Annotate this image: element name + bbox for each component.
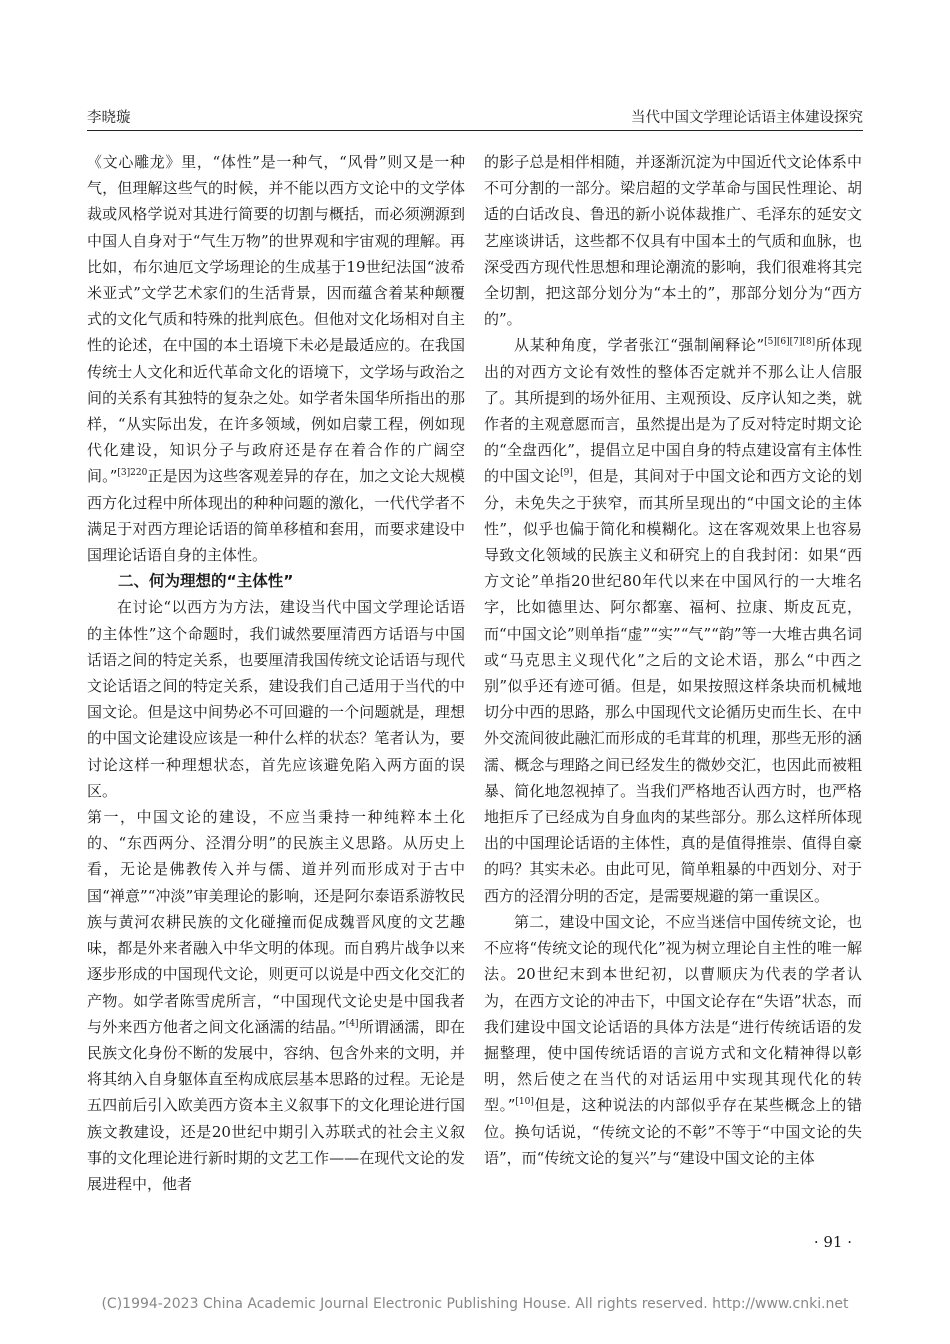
citation-ref: [3]220 <box>117 468 148 479</box>
right-paragraph-1: 的影子总是相伴相随，并逐渐沉淀为中国近代文论体系中不可分割的一部分。梁启超的文学革命与国民性理论、胡适的白话改良、鲁迅的新小说体裁推广、毛泽东的延安文艺座谈讲话，这些都不仅具有中国本土的气质和血脉，也深受西方现代性思想和理论潮流的影响，我们很难将其完全切割，把这部分划分为“本土的”，那部分划分为“西方的”。 <box>484 153 862 329</box>
right-p2-tail: ，但是，其间对于中国文论和西方文论的划分，未免失之于狭窄，而其所呈现出的“中国文论的主体性”，似乎也偏于简化和模糊化。这在客观效果上也容易导致文化领域的民族主义和研究上的自我封闭：如果“西方文论”单指20世纪80年代以来在中国风行的一大堆名字，比如德里达、阿尔都塞、福柯、拉康、斯皮瓦克，而“中国文论”则单指“虚”“实”“气”“韵”等一大堆古典名词或“马克思主义现代化”之后的文论术语，那么“中西之别”似乎还有迹可循。但是，如果按照这样条块而机械地切分中西的思路，那么中国现代文论循历史而生长、在中外交流间彼此融汇而形成的毛茸茸的机理，那些无形的涵濡、概念与理路之间已经发生的微妙交汇，也因此而被粗暴、简化地忽视掉了。当我们严格地否认西方时，也严格地拒斥了已经成为自身血肉的某些部分。那么这样所体现出的中国理论话语的主体性，真的是值得推崇、值得自豪的吗？其实未必。由此可见，简单粗暴的中西划分、对于西方的泾渭分明的否定，是需要规避的第一重误区。 <box>484 467 862 905</box>
right-column <box>484 149 862 1171</box>
citation-ref: [10] <box>515 1097 534 1108</box>
left-column <box>87 149 465 1197</box>
citation-ref: [4] <box>345 1018 359 1029</box>
section-heading: 二、何为理想的“主体性” <box>118 572 294 591</box>
citation-ref: [9] <box>560 468 573 479</box>
left-paragraph-3 <box>87 804 465 1197</box>
citation-ref: [5][6][7][8] <box>764 337 816 348</box>
header-rule <box>87 130 863 131</box>
left-p3-text: 第一，中国文论的建设，不应当秉持一种纯粹本土化的、“东西两分、泾渭分明”的民族主义思路。从历史上看，无论是佛教传入并与儒、道并列而形成对于古中国“禅意”“冲淡”审美理论的影响，还是阿尔泰语系游牧民族与黄河农耕民族的文化碰撞而促成魏晋风度的文艺趣味，都是外来者融入中华文明的体现。而自鸦片战争以来逐步形成的中国现代文论，则更可以说是中西文化交汇的产物。如学者陈雪虎所言，“中国现代文论史是中国我者与外来西方他者之间文化涵濡的结晶。” <box>87 808 465 1036</box>
left-paragraph-1 <box>87 149 465 568</box>
right-p3-head: 第二，建设中国文论，不应当迷信中国传统文论，也不应将“传统文论的现代化”视为树立理论自主性的唯一解法。20世纪末到本世纪初，以曹顺庆为代表的学者认为，在西方文论的冲击下，中国文论存在“失语”状态，而我们建设中国文论话语的具体方法是“进行传统话语的发掘整理，使中国传统话语的言说方式和文化精神得以彰明，然后使之在当代的对话运用中实现其现代化的转型。” <box>484 912 862 1115</box>
left-p1-text: 《文心雕龙》里，“体性”是一种气，“风骨”则又是一种气，但理解这些气的时候，并不能以西方文论中的文学体裁或风格学说对其进行简要的切割与概括，而必须溯源到中国人自身对于“气生万物”的世界观和宇宙观的理解。再比如，布尔迪厄文学场理论的生成基于19世纪法国“波希米亚式”文学艺术家们的生活背景，因而蕴含着某种颠覆式的文化气质和特殊的批判底色。但他对文化场相对自主性的论述，在中国的本土语境下未必是最适应的。在我国传统士人文化和近代革命文化的语境下，文学场与政治之间的关系有其独特的复杂之处。如学者朱国华所指出的那样，“从实际出发，在许多领域，例如启蒙工程，例如现代化建设，知识分子与政府还是存在着合作的广阔空间。” <box>87 153 465 486</box>
left-p3-tail: 所谓涵濡，即在民族文化身份不断的发展中，容纳、包含外来的文明，并将其纳入自身躯体直至构成底层基本思路的过程。无论是五四前后引入欧美西方资本主义叙事下的文化理论进行国族文教建设，还是20世纪中期引入苏联式的社会主义叙事的文化理论进行新时期的文艺工作——在现代文论的发展进程中，他者 <box>87 1017 465 1193</box>
copyright-notice: (C)1994-2023 China Academic Journal Electronic Publishing House. All rights reserved. http://www.cnki.net <box>101 1296 849 1312</box>
running-head <box>87 106 863 130</box>
right-paragraph-2 <box>484 332 862 908</box>
right-p3-tail: 但是，这种说法的内部似乎存在某些概念上的错位。换句话说，“传统文论的不彰”不等于“中国文论的失语”，而“传统文论的复兴”与“建设中国文论的主体 <box>484 1096 862 1167</box>
header-author: 李晓璇 <box>87 110 131 126</box>
left-paragraph-2: 在讨论“以西方为方法，建设当代中国文学理论话语的主体性”这个命题时，我们诚然要厘清西方话语与中国话语之间的特定关系，也要厘清我国传统文论话语与现代文论话语之间的特定关系，建设我们自己适用于当代的中国文论。但是这中间势必不可回避的一个问题就是，理想的中国文论建设应该是一种什么样的状态？笔者认为，要讨论这样一种理想状态，首先应该避免陷入两方面的误区。 <box>87 598 465 800</box>
right-p2-mid: 所体现出的对西方文论有效性的整体否定就并不那么让人信服了。其所提到的场外征用、主观预设、反序认知之类，就作者的主观意愿而言，虽然提出是为了反对特定时期文论的“全盘西化”，提倡立足中国自身的特点建设富有主体性的中国文论 <box>484 336 862 486</box>
left-p1-tail: 正是因为这些客观差异的存在，加之文论大规模西方化过程中所体现出的种种问题的激化，一代代学者不满足于对西方理论话语的简单移植和套用，而要求建设中国理论话语自身的主体性。 <box>87 467 465 565</box>
header-journal-title: 当代中国文学理论话语主体建设探究 <box>631 110 863 126</box>
right-paragraph-3 <box>484 909 862 1171</box>
right-p2-head: 从某种角度，学者张江“强制阐释论” <box>514 336 765 355</box>
page-number: · 91 · <box>813 1233 852 1251</box>
